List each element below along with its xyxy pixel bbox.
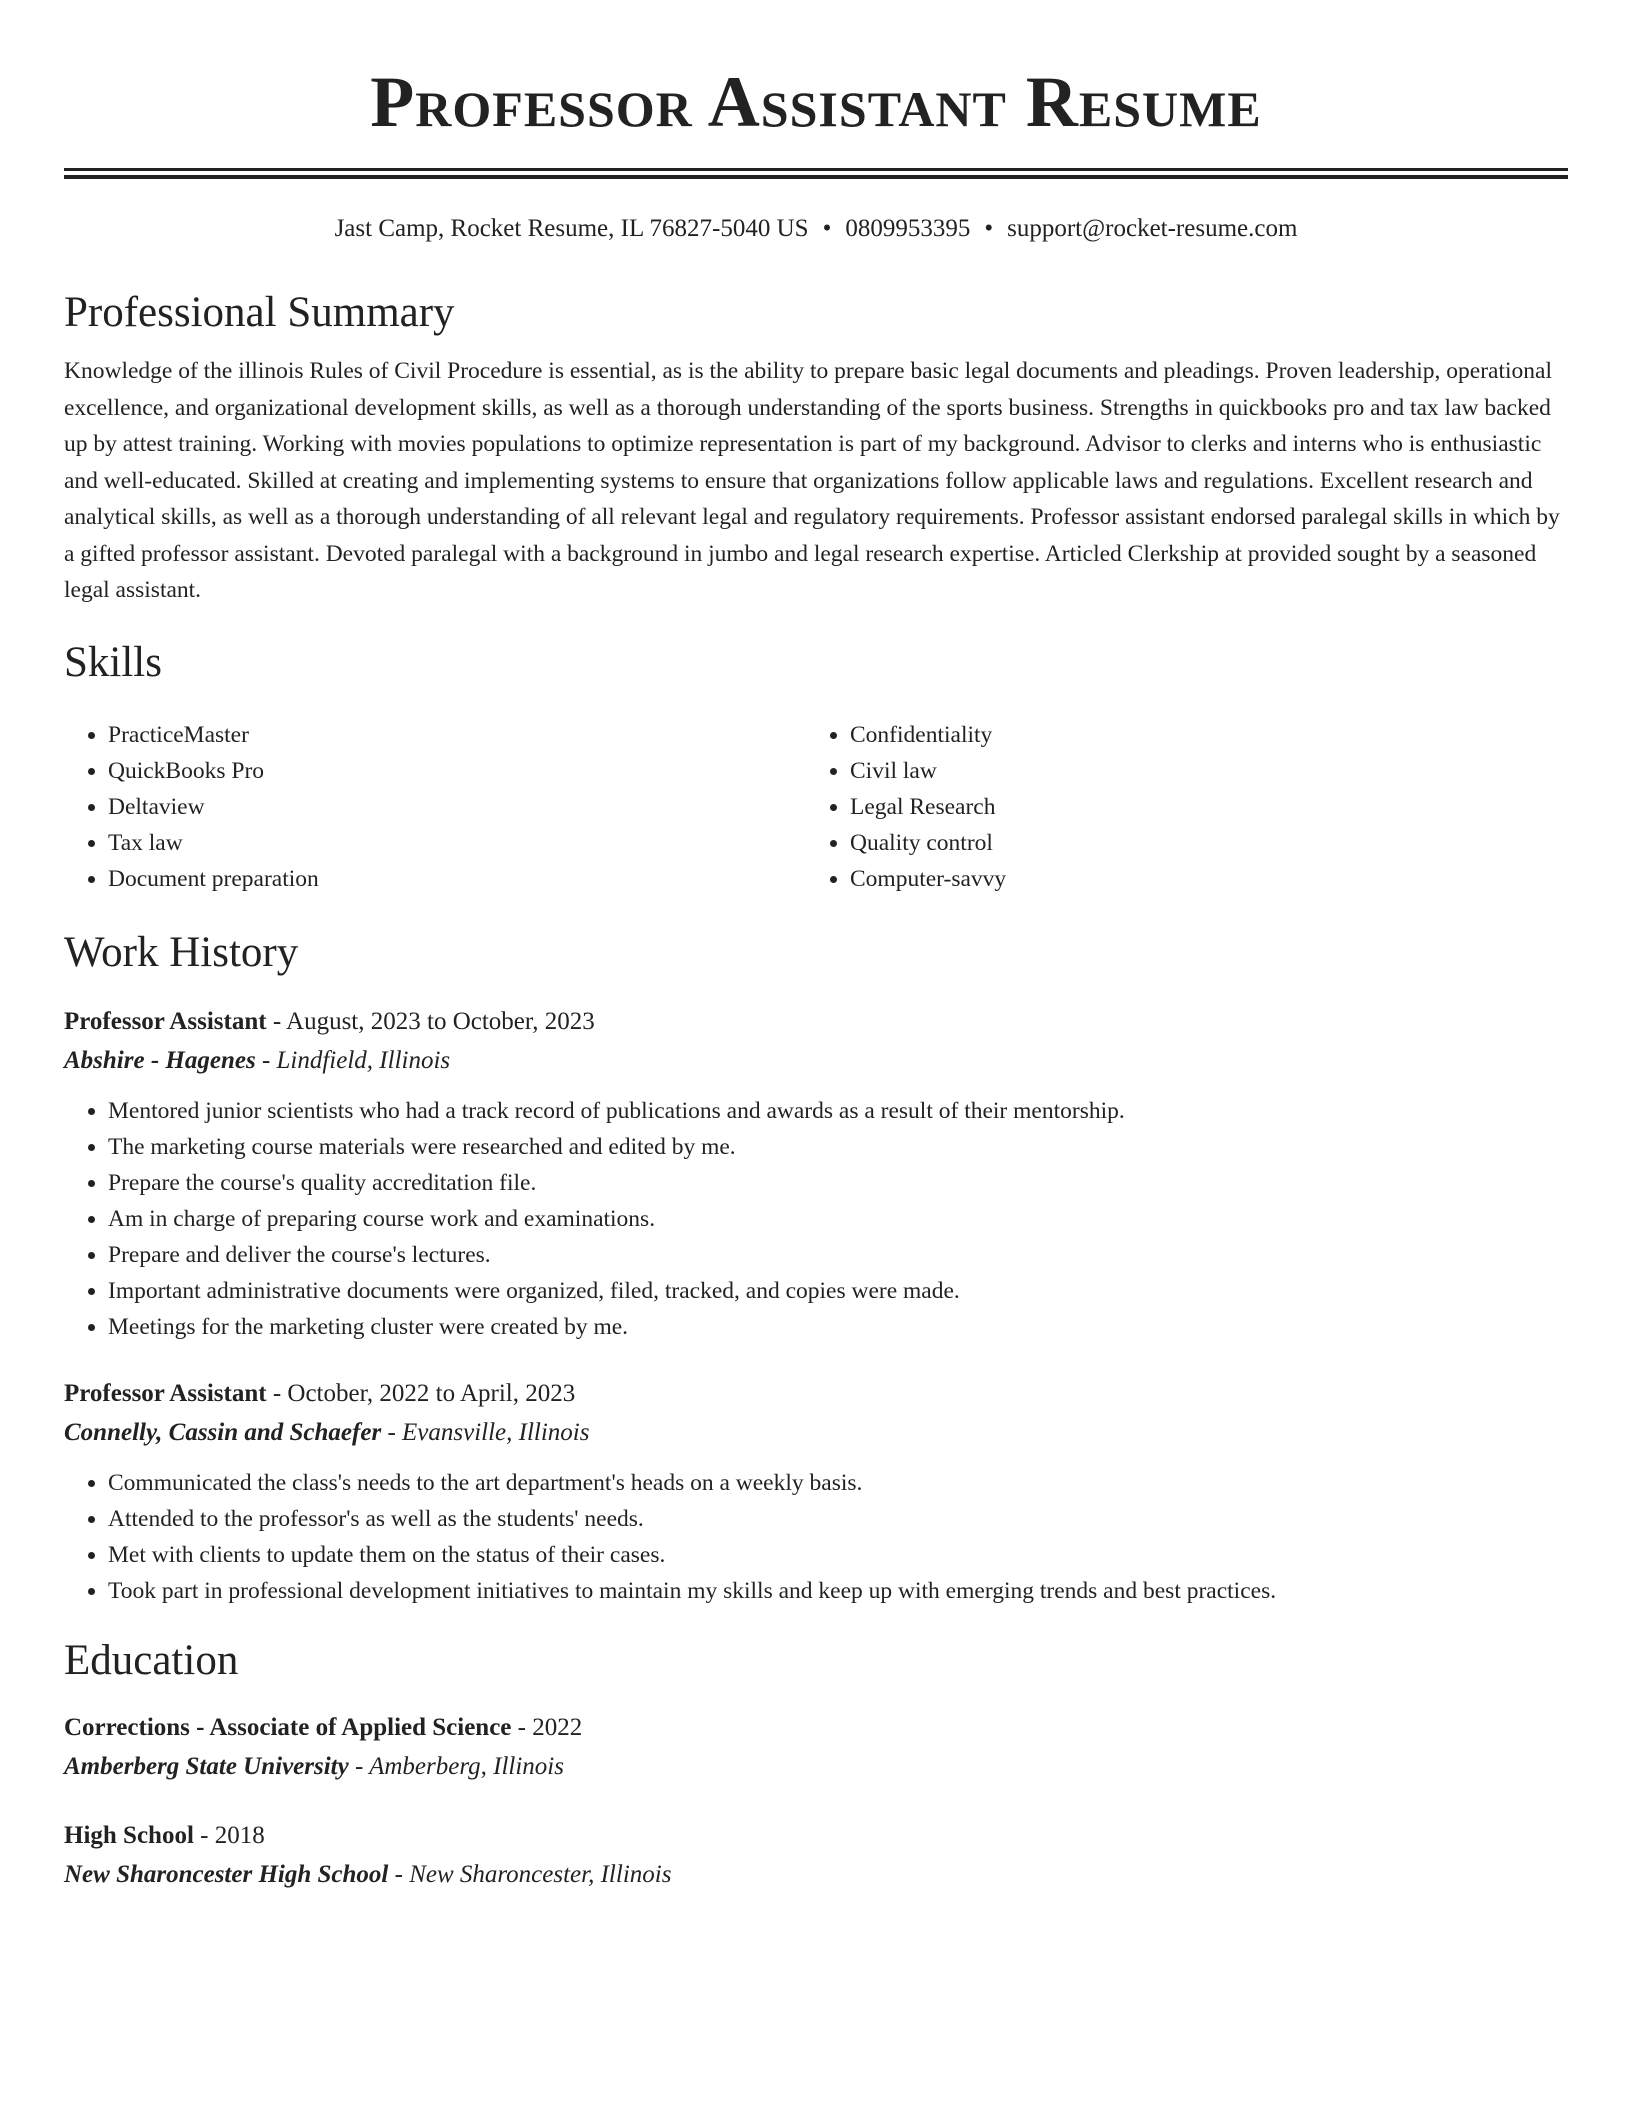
duty-item: • Met with clients to update them on the status of their cases.	[108, 1537, 1568, 1573]
job-company-line	[64, 1041, 1568, 1081]
education-degree-line	[64, 1709, 1568, 1747]
education-degree-line	[64, 1817, 1568, 1855]
duty-item: • Meetings for the marketing cluster were created by me.	[108, 1309, 1568, 1345]
job-title-line	[64, 1003, 1568, 1041]
job-company: Abshire - Hagenes	[64, 1046, 256, 1074]
job-location: Lindfield, Illinois	[276, 1046, 451, 1074]
job-dates: August, 2023 to October, 2023	[286, 1007, 595, 1035]
contact-separator: •	[984, 215, 994, 242]
job-title: Professor Assistant	[64, 1379, 267, 1407]
education-location: Amberberg, Illinois	[369, 1752, 564, 1780]
job-title: Professor Assistant	[64, 1007, 267, 1035]
education-entry	[64, 1709, 1568, 1787]
job-title-line	[64, 1375, 1568, 1413]
summary-heading: Professional Summary	[64, 289, 455, 336]
skills-heading: Skills	[64, 638, 162, 686]
dash: -	[193, 1821, 215, 1849]
duty-item: • Prepare the course's quality accreditation file.	[108, 1165, 1568, 1201]
education-school-line	[64, 1747, 1568, 1787]
dash: -	[266, 1007, 287, 1035]
job-entry	[64, 1375, 1568, 1609]
duty-item: • Communicated the class's needs to the art department's heads on a weekly basis.	[108, 1465, 1568, 1501]
skill-item: • Computer-savvy	[850, 861, 1548, 897]
duty-item: • Important administrative documents were organized, filed, tracked, and copies were made.	[108, 1273, 1568, 1309]
education-year: 2022	[532, 1713, 583, 1741]
duty-item: • Prepare and deliver the course's lectures.	[108, 1237, 1568, 1273]
education-year: 2018	[214, 1821, 265, 1849]
job-entry	[64, 1003, 1568, 1345]
dash: -	[381, 1418, 403, 1446]
work-history-heading: Work History	[64, 928, 299, 976]
skill-item: • Quality control	[850, 825, 1548, 861]
job-duties	[64, 1465, 1568, 1609]
dash: -	[255, 1046, 277, 1074]
duty-item: • Attended to the professor's as well as the students' needs.	[108, 1501, 1568, 1537]
duty-item: • Am in charge of preparing course work and examinations.	[108, 1201, 1568, 1237]
resume-title: Professor Assistant Resume	[370, 62, 1262, 142]
duty-item: • The marketing course materials were researched and edited by me.	[108, 1129, 1568, 1165]
education-school: Amberberg State University	[64, 1752, 349, 1780]
dash: -	[388, 1860, 410, 1888]
title-divider	[64, 168, 1568, 179]
skill-item: • Deltaview	[108, 789, 806, 825]
dash: -	[266, 1379, 288, 1407]
education-school: New Sharoncester High School	[64, 1860, 389, 1888]
dash: -	[348, 1752, 370, 1780]
contact-separator: •	[822, 215, 832, 242]
skill-item: • Tax law	[108, 825, 806, 861]
contact-address: Jast Camp, Rocket Resume, IL 76827-5040 US	[334, 215, 809, 242]
contact-line	[64, 213, 1568, 245]
skills-list	[64, 705, 1568, 897]
skills-column-left	[64, 717, 806, 897]
skill-item: • Confidentiality	[850, 717, 1548, 753]
skill-item: • Legal Research	[850, 789, 1548, 825]
job-company-line	[64, 1413, 1568, 1453]
education-degree: High School	[64, 1821, 194, 1849]
dash: -	[511, 1713, 533, 1741]
skill-item: • PracticeMaster	[108, 717, 806, 753]
education-school-line	[64, 1855, 1568, 1895]
skill-item: • QuickBooks Pro	[108, 753, 806, 789]
duty-item: • Took part in professional development initiatives to maintain my skills and keep up with emerging trends and best practices.	[108, 1573, 1568, 1609]
job-dates: October, 2022 to April, 2023	[287, 1379, 576, 1407]
job-company: Connelly, Cassin and Schaefer	[64, 1418, 382, 1446]
duty-item: • Mentored junior scientists who had a track record of publications and awards as a result of their mentorship.	[108, 1093, 1568, 1129]
contact-phone[interactable]: 0809953395	[845, 215, 971, 242]
education-entry	[64, 1817, 1568, 1895]
job-duties	[64, 1093, 1568, 1345]
education-location: New Sharoncester, Illinois	[409, 1860, 672, 1888]
summary-text: Knowledge of the illinois Rules of Civil Procedure is essential, as is the ability to prepare basic legal documents and pleadings. Proven leadership, operational excellence, and organizational development skills, as well as a thorough understanding of the sports business. Strengths in quickbooks pro and tax law backed up by attest training. Working with movies populations to optimize representation is part of my background. Advisor to clerks and interns who is enthusiastic and well-educated. Skilled at creating and implementing systems to ensure that organizations follow applicable laws and regulations. Excellent research and analytical skills, as well as a thorough understanding of all relevant legal and regulatory requirements. Professor assistant endorsed paralegal skills in which by a gifted professor assistant. Devoted paralegal with a background in jumbo and legal research expertise. Articled Clerkship at provided sought by a seasoned legal assistant.	[64, 358, 1560, 603]
skill-item: • Civil law	[850, 753, 1548, 789]
education-degree: Corrections - Associate of Applied Science	[64, 1713, 512, 1741]
contact-email[interactable]: support@rocket-resume.com	[1007, 215, 1298, 242]
skill-item: • Document preparation	[108, 861, 806, 897]
skills-column-right	[806, 717, 1548, 897]
job-location: Evansville, Illinois	[402, 1418, 590, 1446]
education-heading: Education	[64, 1636, 239, 1684]
